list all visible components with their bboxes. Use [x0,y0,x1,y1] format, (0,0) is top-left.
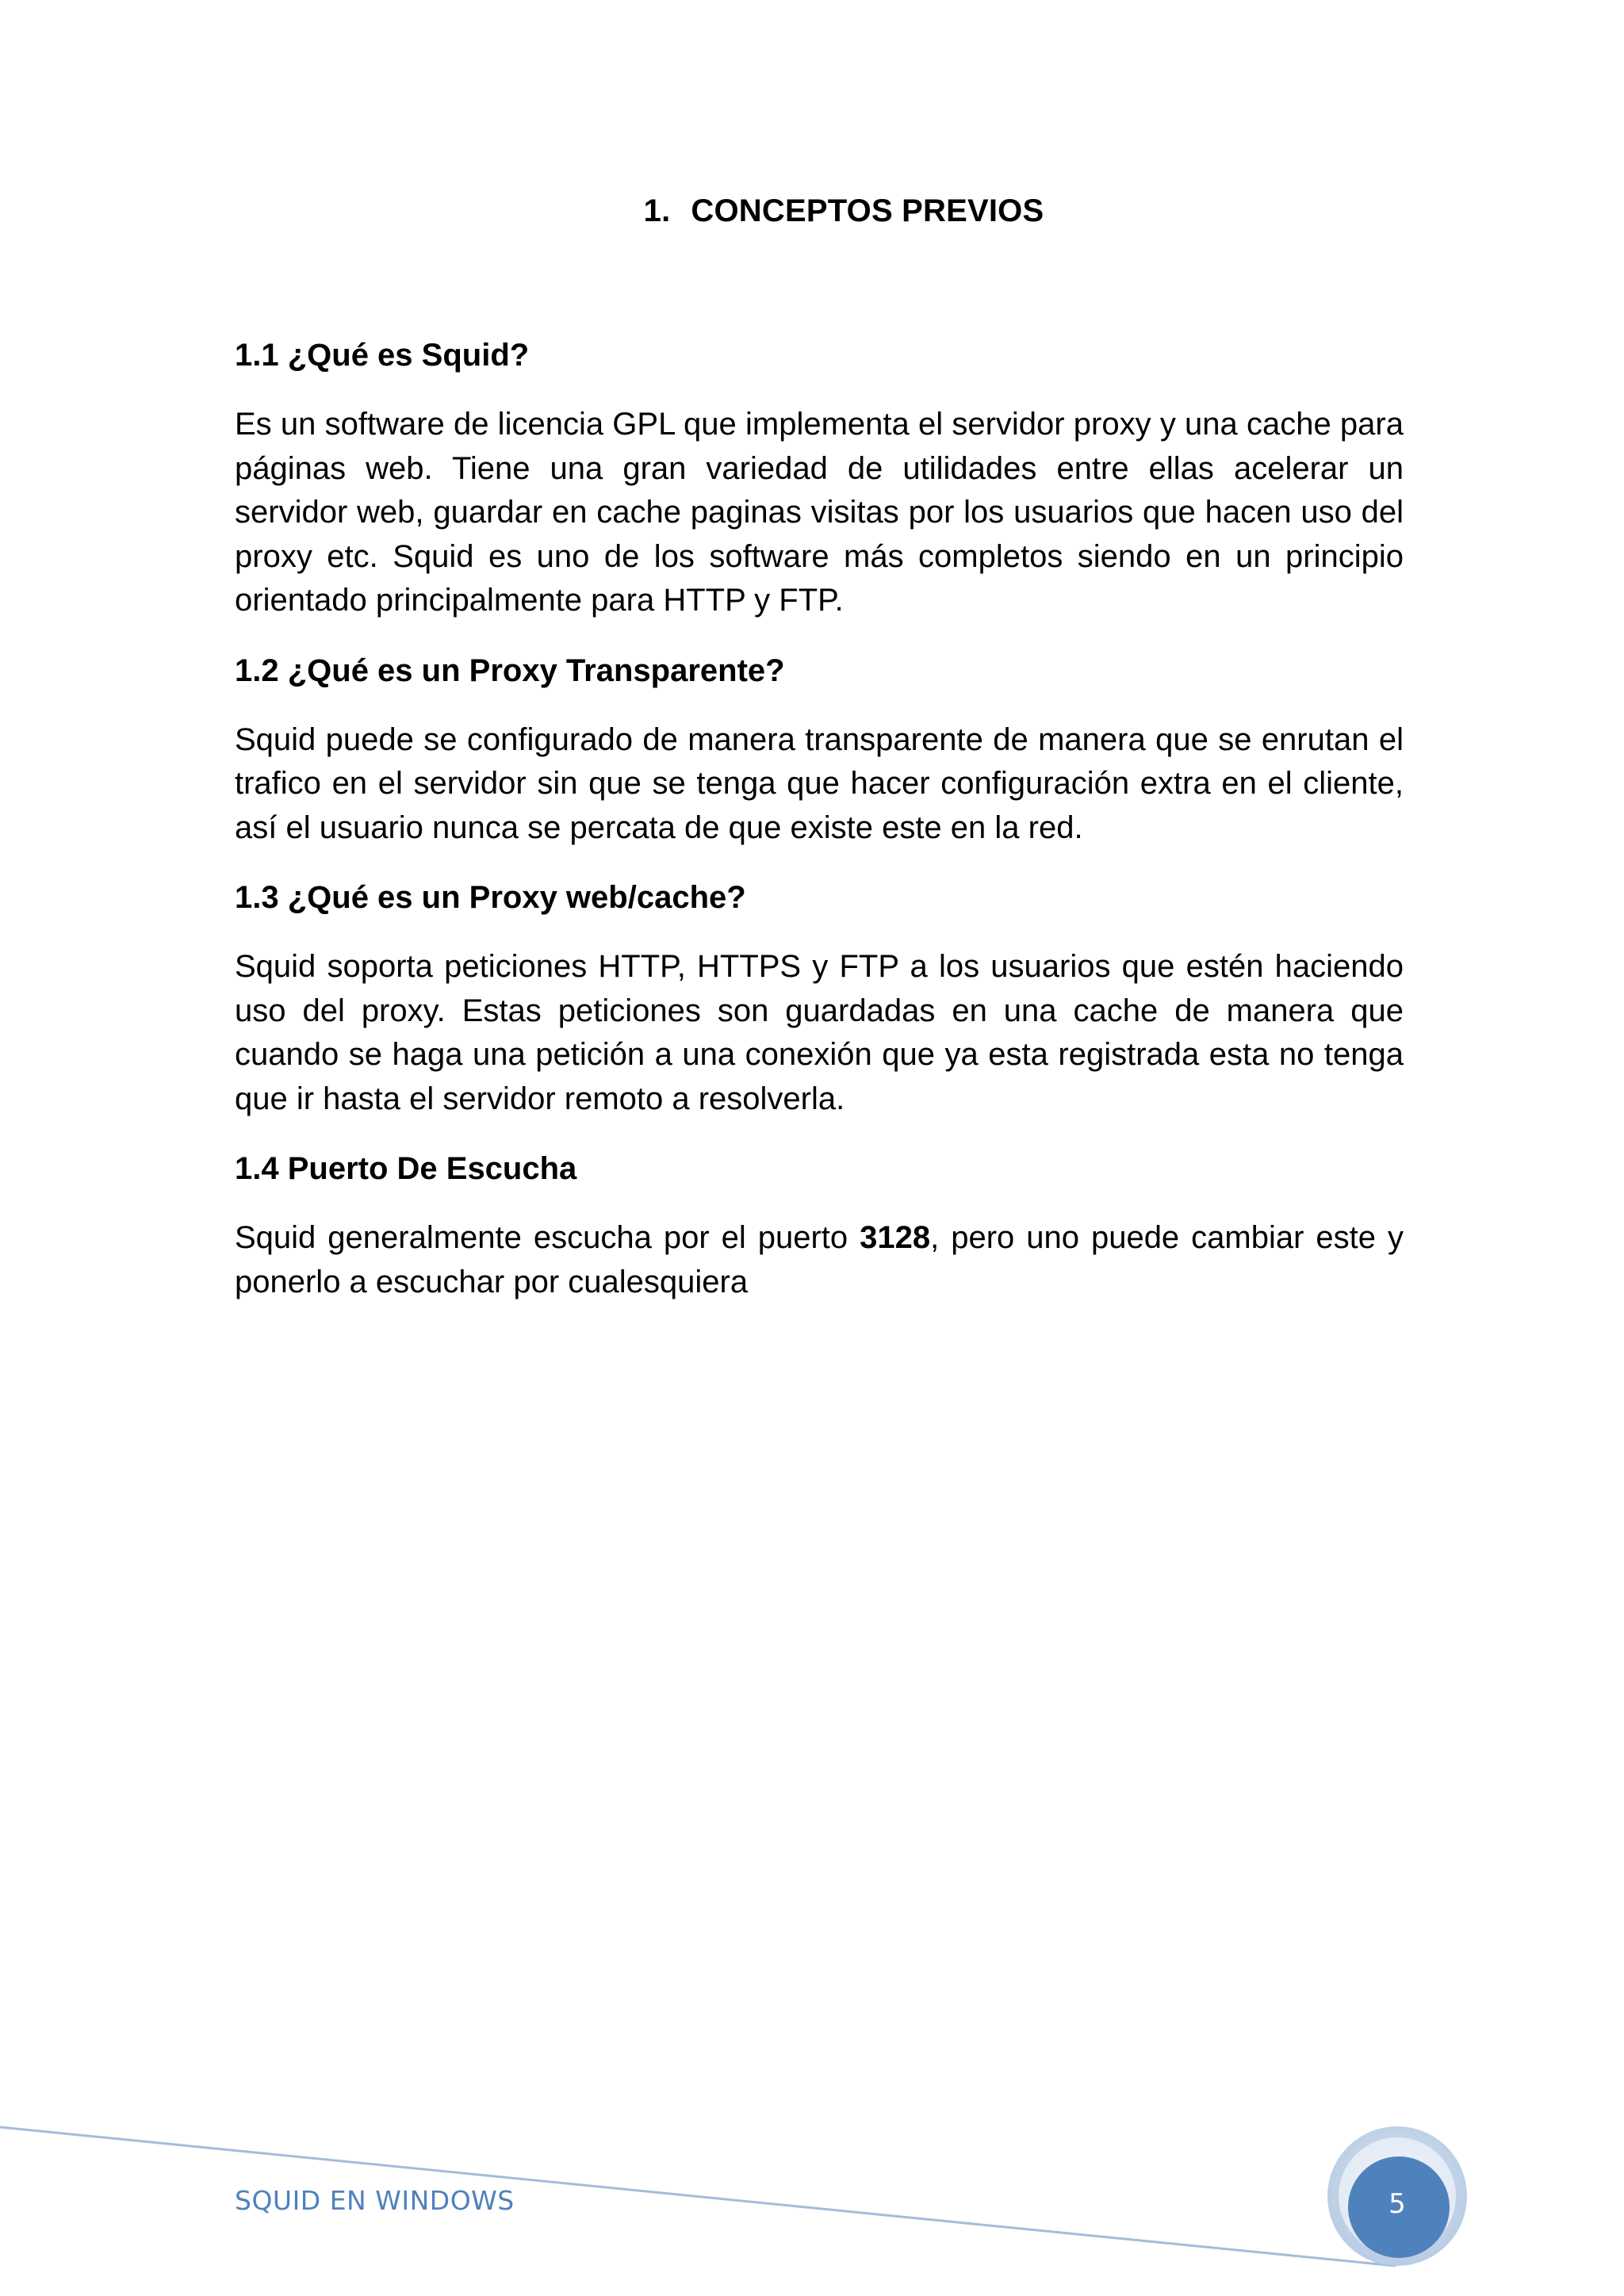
footer-document-title: SQUID EN WINDOWS [235,2185,515,2216]
section-body-1-1: Es un software de licencia GPL que implementa el servidor proxy y una cache para páginas web. Tiene una gran variedad de utilidades entre ellas acelerar un servidor web, guardar en cache paginas visitas por los usuarios que hacen uso del proxy etc. Squid es uno de los software más completos siendo en un principio orientado principalmente para HTTP y FTP. [235,407,1404,618]
section-body-1-4-text-end: , pero uno puede cambiar este y ponerlo a escuchar por cualesquiera [235,1220,1404,1299]
section-heading-1-3: 1.3 ¿Qué es un Proxy web/cache? [235,880,746,915]
section-heading-1-2: 1.2 ¿Qué es un Proxy Transparente? [235,652,785,688]
section-body-1-2: Squid puede se configurado de manera transparente de manera que se enrutan el trafico en el servidor sin que se tenga que hacer configuración extra en el cliente, así el usuario nunca se percata de que existe este en la red. [235,721,1404,845]
port-number: 3128 [860,1220,931,1255]
section-heading-1-1: 1.1 ¿Qué es Squid? [235,338,530,373]
section-body-1-3: Squid soporta peticiones HTTP, HTTPS y FTP a los usuarios que estén haciendo uso del proxy. Estas peticiones son guardadas en una cache de manera que cuando se haga una petición a una conexión que ya esta registrada esta no tenga que ir hasta el servidor remoto a resolverla. [235,949,1404,1116]
page-number: 5 [1388,2188,1406,2220]
section-heading-1-4: 1.4 Puerto De Escucha [235,1151,577,1186]
chapter-title-text: CONCEPTOS PREVIOS [691,193,1044,228]
section-body-1-4-text-start: Squid generalmente escucha por el puerto [235,1220,860,1255]
chapter-number: 1. [643,193,671,228]
